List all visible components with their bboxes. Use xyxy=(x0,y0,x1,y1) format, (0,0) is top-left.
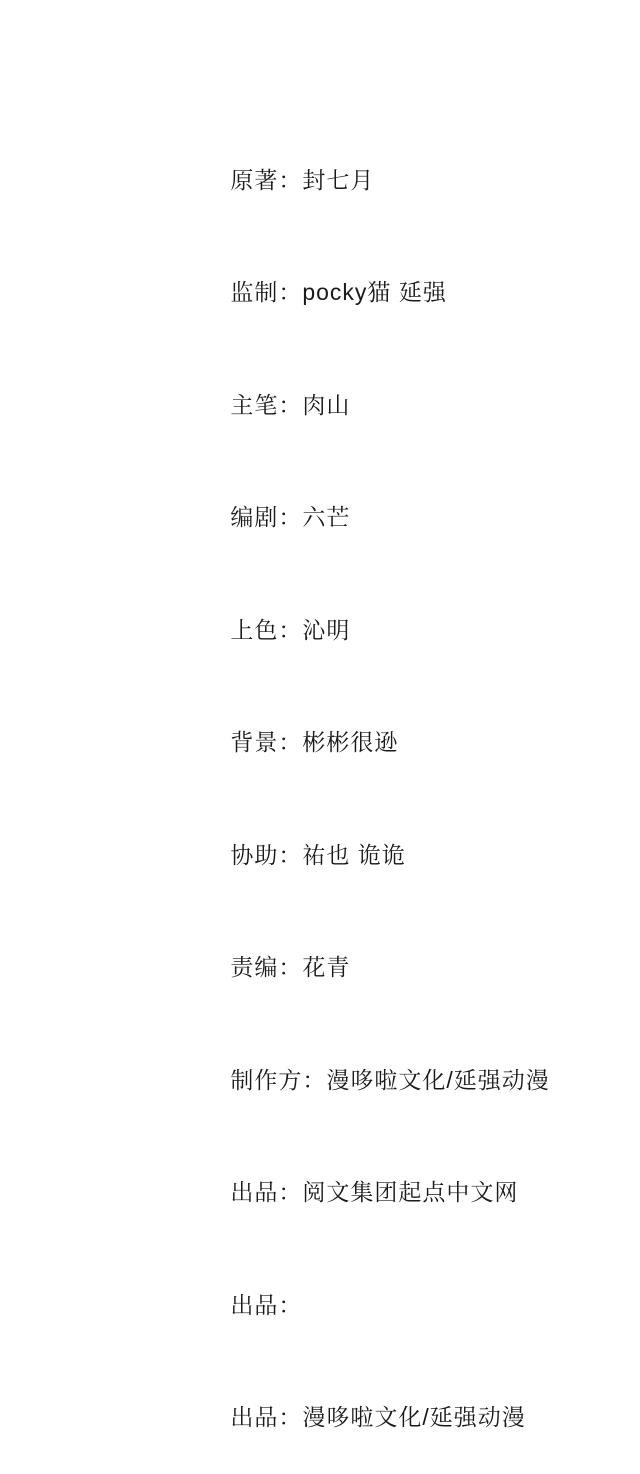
credit-line xyxy=(186,1249,550,1318)
credit-role: 监制： xyxy=(230,279,303,305)
credit-role: 出品： xyxy=(230,1179,303,1205)
credit-line xyxy=(186,124,550,193)
credit-line xyxy=(186,349,550,418)
credit-line xyxy=(186,1024,550,1093)
credit-line xyxy=(186,1362,550,1430)
credit-line xyxy=(186,237,550,305)
credit-line xyxy=(186,687,550,755)
credit-role: 出品： xyxy=(230,1404,303,1430)
credit-line xyxy=(186,462,550,530)
credit-name: 彬彬很逊 xyxy=(302,729,399,755)
credit-name: 封七月 xyxy=(302,166,375,193)
credit-role: 上色： xyxy=(230,616,303,643)
credits-block xyxy=(186,49,550,1474)
credit-role: 制作方： xyxy=(230,1066,327,1093)
credit-name: pocky猫 延强 xyxy=(302,279,447,305)
credit-role: 协助： xyxy=(230,841,303,868)
credit-line xyxy=(186,912,550,980)
credit-name: 漫哆啦文化/延强动漫 xyxy=(302,1404,526,1430)
credit-role: 背景： xyxy=(230,729,303,755)
credit-name: 沁明 xyxy=(302,616,351,643)
credit-name: 祐也 诡诡 xyxy=(302,841,406,868)
credit-line xyxy=(186,799,550,868)
credit-name: 肉山 xyxy=(302,391,351,418)
credit-name: 阅文集团起点中文网 xyxy=(302,1179,519,1205)
credit-role: 出品： xyxy=(230,1291,303,1318)
credit-line xyxy=(186,574,550,643)
credit-line xyxy=(186,1137,550,1205)
credit-name: 花青 xyxy=(302,954,351,980)
credit-role: 编剧： xyxy=(230,504,303,530)
credit-name: 漫哆啦文化/延强动漫 xyxy=(326,1066,550,1093)
credit-role: 原著： xyxy=(230,166,303,193)
credit-role: 责编： xyxy=(230,954,303,980)
credit-name: 六芒 xyxy=(302,504,351,530)
credit-role: 主笔： xyxy=(230,391,303,418)
